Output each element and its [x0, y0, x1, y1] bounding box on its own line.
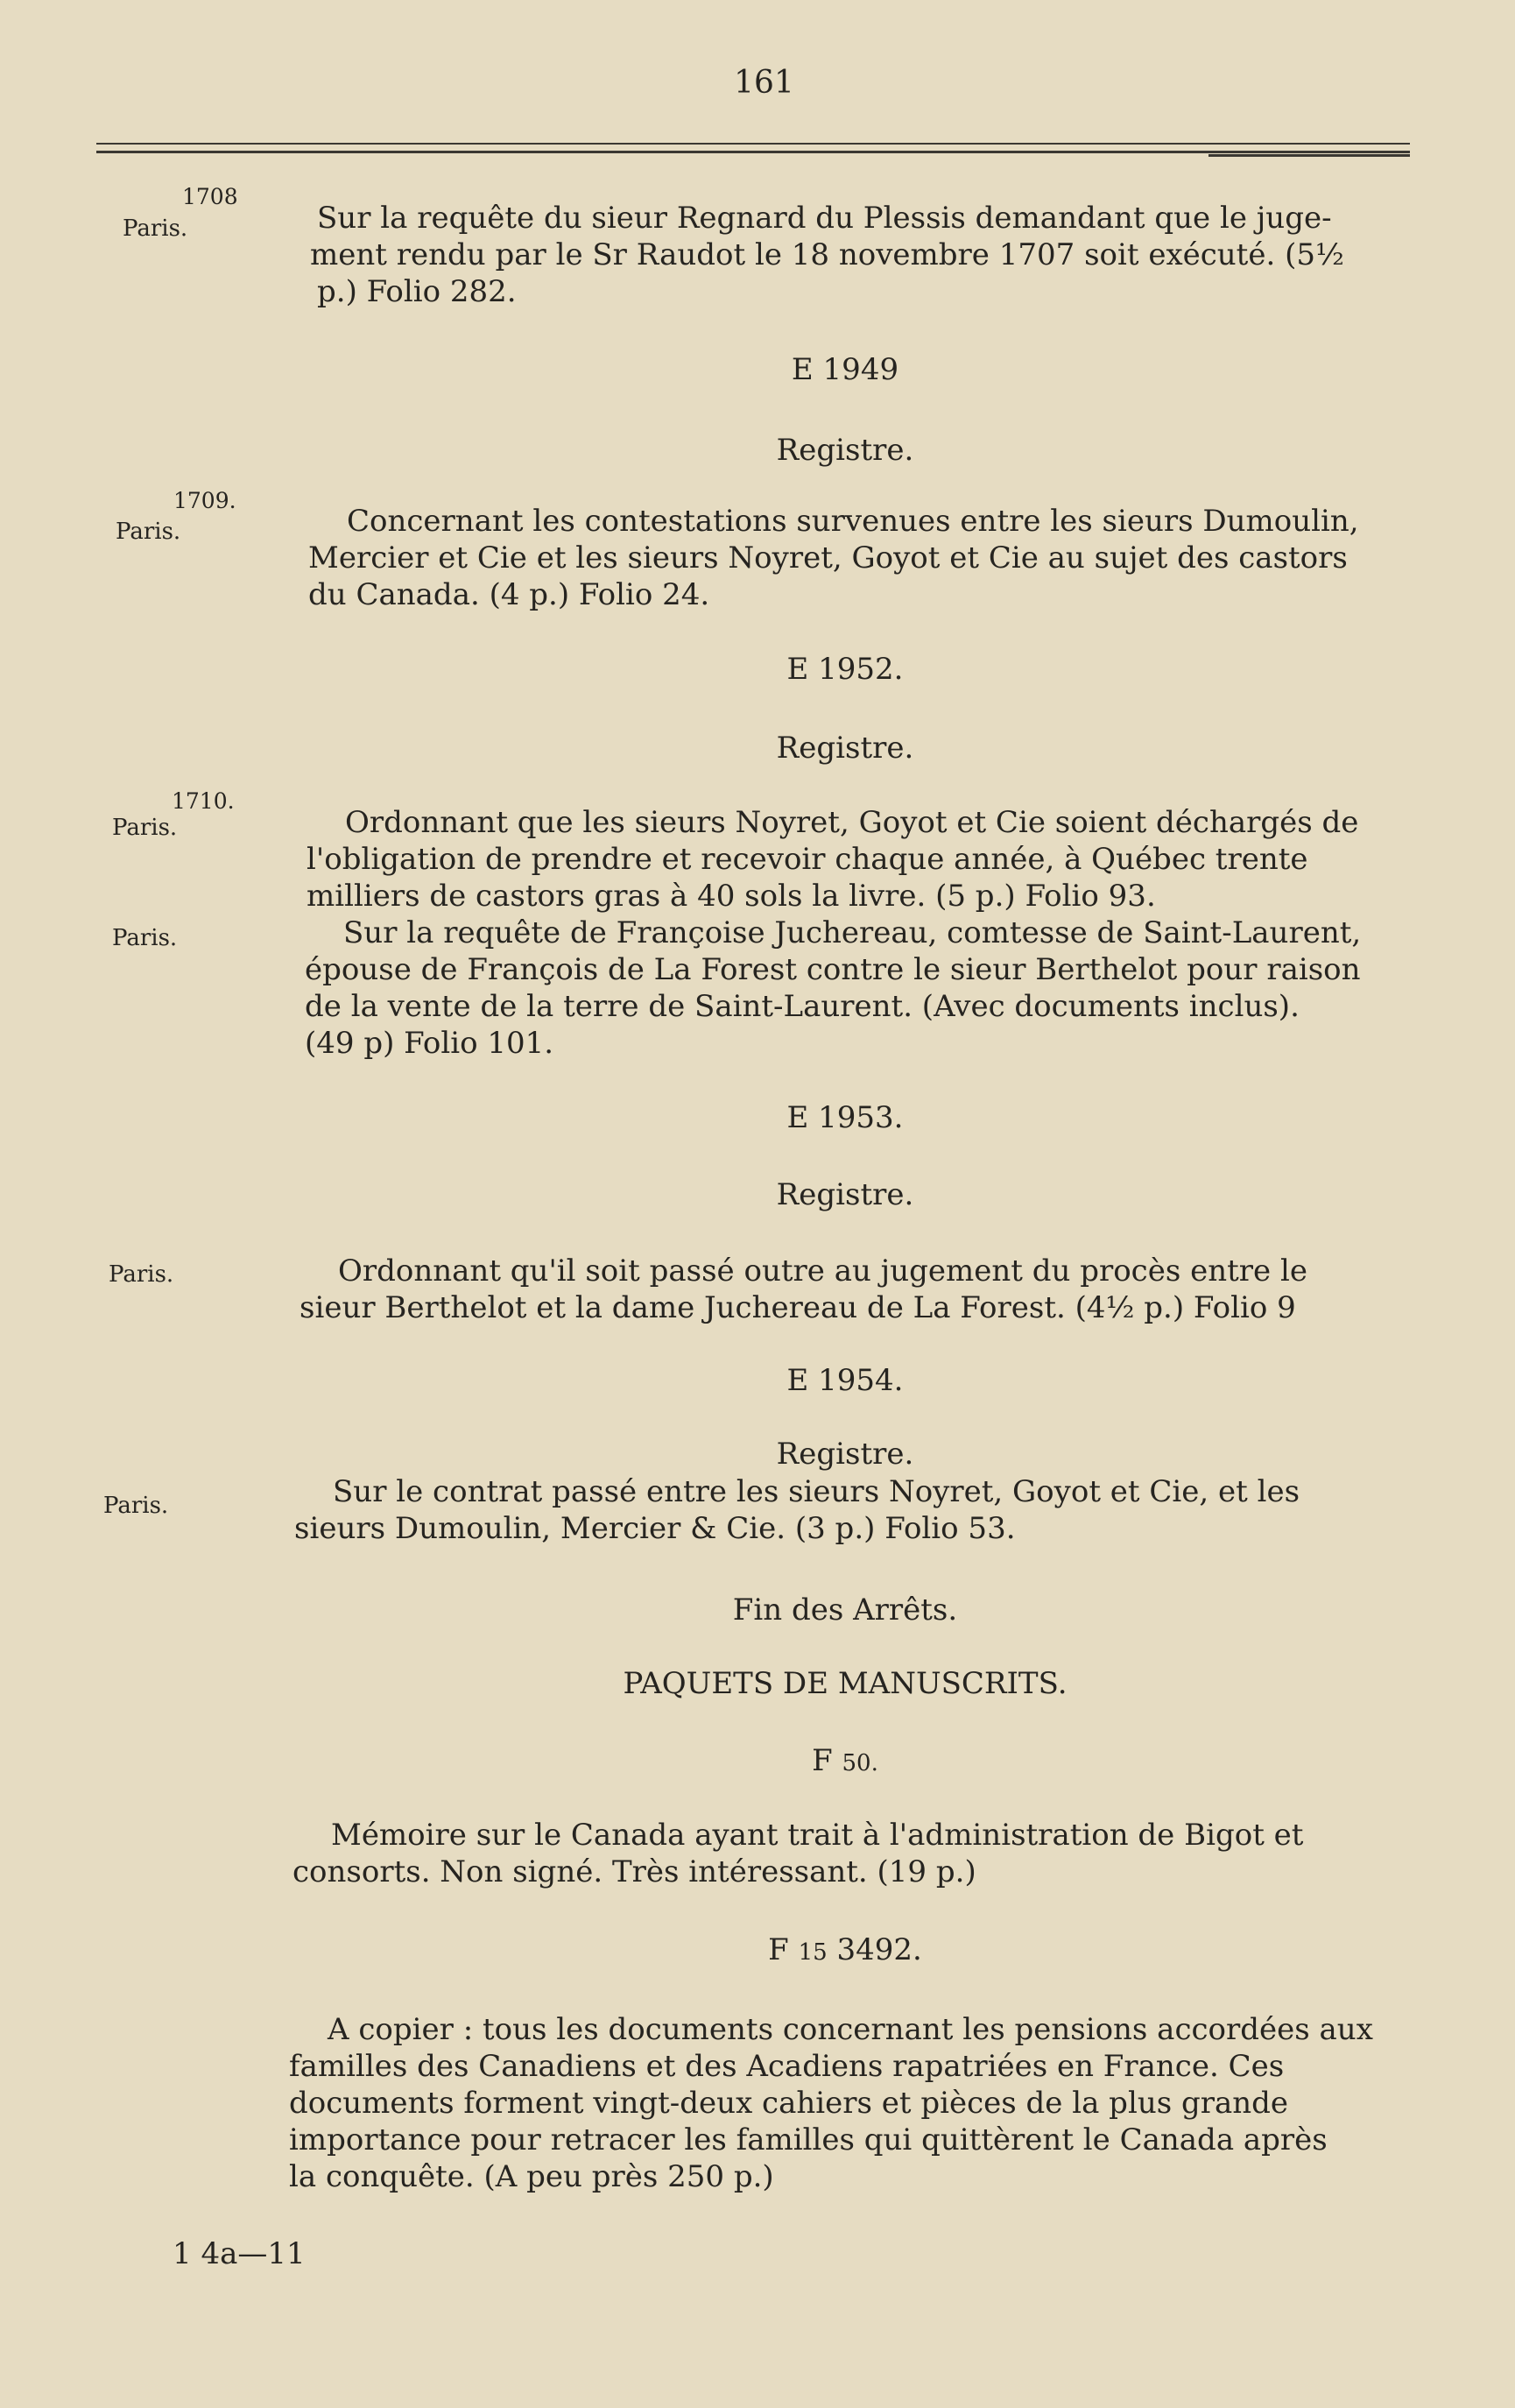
header-rule-double: [96, 151, 1410, 153]
series-letter: F: [812, 1743, 833, 1778]
header-rule: [96, 143, 1410, 145]
entry-line: Ordonnant que les sieurs Noyret, Goyot et Cie soient déchargés de: [345, 805, 1359, 840]
margin-year: 1709.: [173, 488, 236, 513]
entry-line: p.) Folio 282.: [317, 274, 517, 309]
entry-line: épouse de François de La Forest contre le sieur Berthelot pour raison: [305, 952, 1361, 987]
margin-place: Paris.: [112, 815, 178, 841]
entry-line: (49 p) Folio 101.: [305, 1026, 554, 1061]
entry-line: Sur le contrat passé entre les sieurs Noyret, Goyot et Cie, et les: [333, 1474, 1300, 1509]
register-heading: Registre.: [776, 731, 914, 766]
header-rule-tail: [1208, 154, 1410, 157]
margin-place: Paris.: [112, 925, 178, 951]
series-reference: [0, 1932, 1515, 1967]
entry-line: ment rendu par le Sr Raudot le 18 novembre 1707 soit exécuté. (5½: [310, 237, 1344, 272]
section-end: Fin des Arrêts.: [732, 1592, 958, 1628]
entry-line: Sur la requête de Françoise Juchereau, comtesse de Saint-Laurent,: [343, 915, 1362, 950]
a-copier-line: importance pour retracer les familles qui quittèrent le Canada après: [289, 2122, 1328, 2157]
entry-line: Concernant les contestations survenues entre les sieurs Dumoulin,: [347, 504, 1359, 539]
signature-mark: 1 4a—11: [173, 2236, 306, 2271]
entry-line: milliers de castors gras à 40 sols la livre. (5 p.) Folio 93.: [307, 879, 1156, 914]
series-number: 50.: [842, 1750, 878, 1776]
entry-text: [294, 1473, 1389, 1547]
entry-text: [308, 503, 1385, 613]
series-reference: [0, 1743, 1515, 1778]
a-copier-line: la conquête. (A peu près 250 p.): [289, 2159, 774, 2194]
section-heading: PAQUETS DE MANUSCRITS.: [623, 1666, 1068, 1701]
memoire-line: Mémoire sur le Canada ayant trait à l'administration de Bigot et: [331, 1818, 1304, 1853]
page-number: 161: [734, 65, 794, 101]
entry-line: du Canada. (4 p.) Folio 24.: [308, 577, 710, 612]
entry-line: Ordonnant qu'il soit passé outre au jugement du procès entre le: [338, 1253, 1307, 1289]
a-copier-line: documents forment vingt-deux cahiers et pièces de la plus grande: [289, 2086, 1289, 2121]
register-number: E 1949: [791, 352, 899, 387]
entry-text: [307, 804, 1384, 914]
register-number: E 1954.: [786, 1363, 904, 1398]
memoire-line: consorts. Non signé. Très intéressant. (19 p.): [292, 1854, 976, 1889]
margin-year: 1710.: [172, 788, 235, 814]
a-copier-line: A copier : tous les documents concernant les pensions accordées aux: [328, 2012, 1373, 2047]
margin-place: Paris.: [116, 519, 181, 545]
register-heading: Registre.: [776, 1437, 914, 1472]
entry-text: [305, 914, 1382, 1062]
entry-line: l'obligation de prendre et recevoir chaque année, à Québec trente: [307, 842, 1308, 877]
margin-place: Paris.: [103, 1493, 169, 1519]
margin-place: Paris.: [109, 1261, 174, 1288]
memoire-text: [292, 1817, 1396, 1890]
entry-line: Mercier et Cie et les sieurs Noyret, Goyot et Cie au sujet des castors: [308, 540, 1348, 576]
a-copier-text: [289, 2011, 1401, 2195]
a-copier-line: familles des Canadiens et des Acadiens rapatriées en France. Ces: [289, 2049, 1285, 2084]
margin-place: Paris.: [123, 215, 188, 242]
register-number: E 1953.: [786, 1100, 904, 1135]
margin-year: 1708: [182, 184, 238, 209]
entry-line: sieur Berthelot et la dame Juchereau de La Forest. (4½ p.) Folio 9: [299, 1290, 1296, 1325]
entry-line: de la vente de la terre de Saint-Laurent. (Avec documents inclus).: [305, 989, 1300, 1024]
series-rest: 3492.: [836, 1932, 922, 1967]
entry-line: sieurs Dumoulin, Mercier & Cie. (3 p.) Folio 53.: [294, 1511, 1016, 1546]
series-number: 15: [798, 1939, 828, 1966]
register-heading: Registre.: [776, 433, 914, 468]
register-heading: Registre.: [776, 1177, 914, 1212]
entry-text: [299, 1253, 1385, 1326]
entry-line: Sur la requête du sieur Regnard du Plessis demandant que le juge-: [317, 201, 1332, 236]
register-number: E 1952.: [786, 652, 904, 687]
series-letter: F: [768, 1932, 789, 1967]
entry-text: [310, 200, 1368, 310]
